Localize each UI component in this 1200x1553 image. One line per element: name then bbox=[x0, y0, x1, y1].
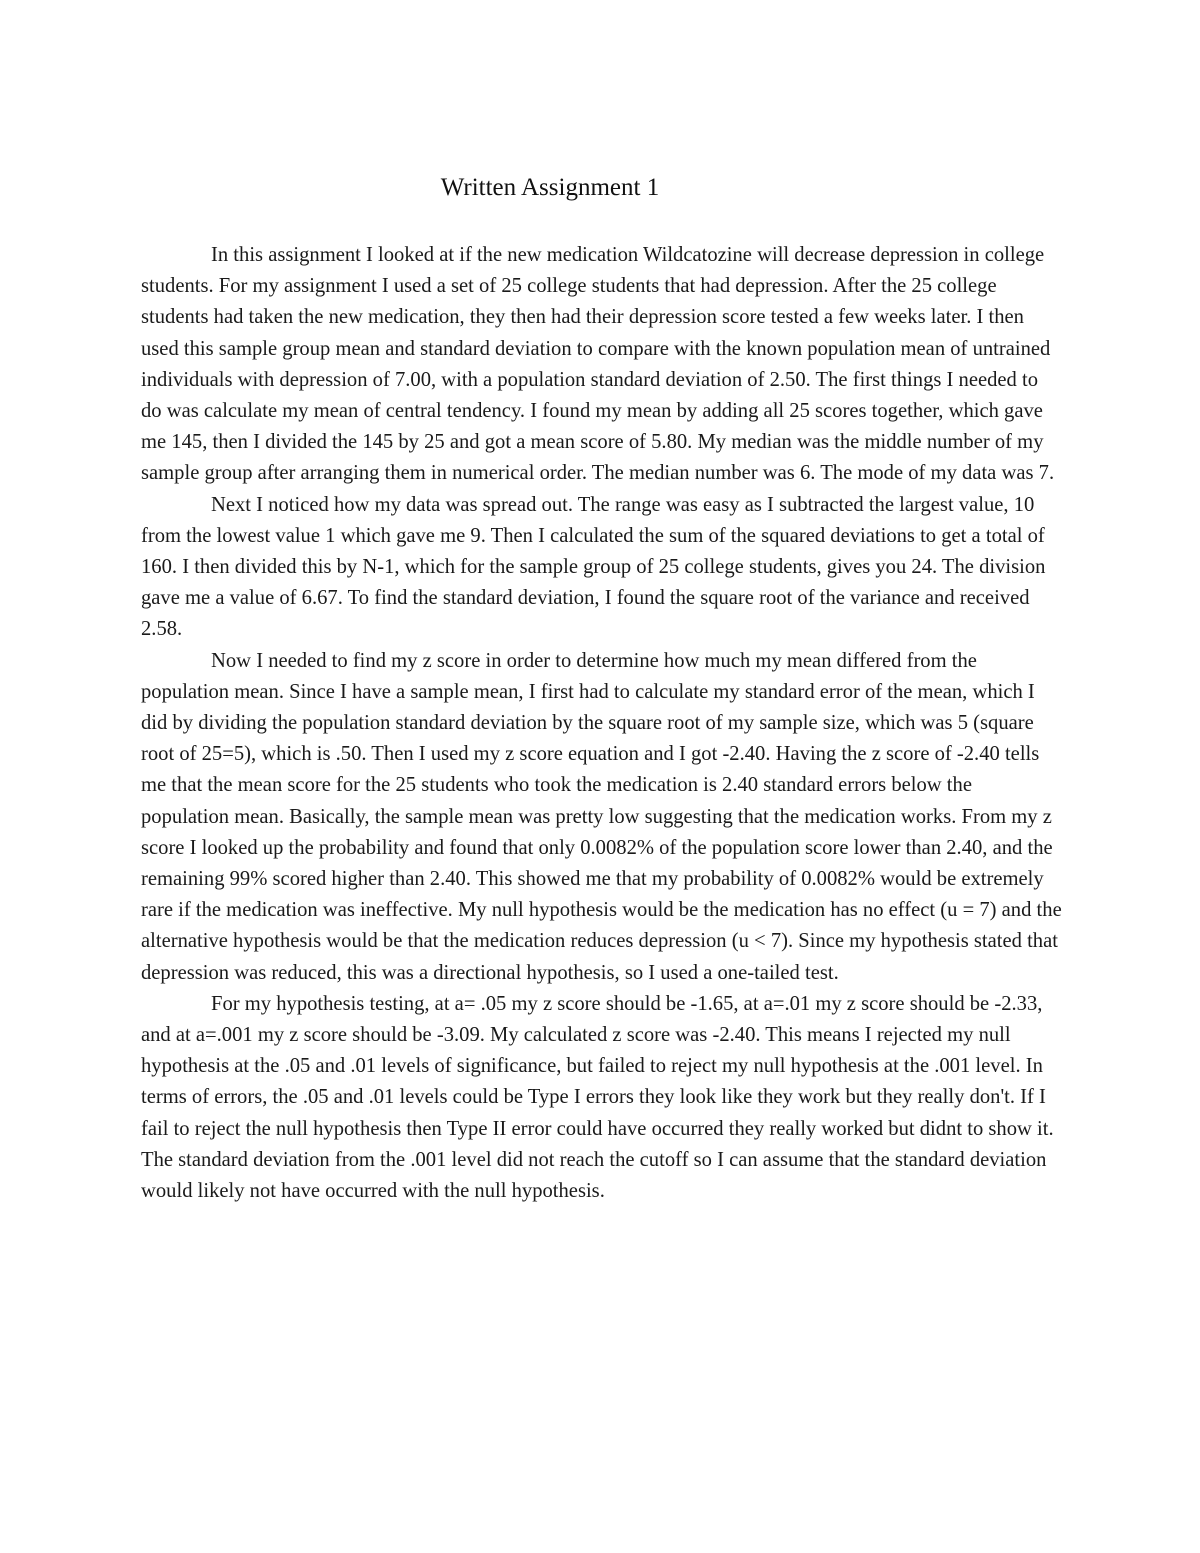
paragraph-spread: Next I noticed how my data was spread out. The range was easy as I subtracted the largest value, 10 from the lowest value 1 which gave me 9. Then I calculated the sum of the squared deviations to get a total of 160. I then divided this by N-1, which for the sample group of 25 college students, gives you 24. The division gave me a value of 6.67. To find the standard deviation, I found the square root of the variance and received 2.58. bbox=[141, 493, 1046, 641]
document-body bbox=[141, 240, 1063, 1207]
paragraph-intro: In this assignment I looked at if the new medication Wildcatozine will decrease depression in college students. For my assignment I used a set of 25 college students that had depression. After the 25 college students had taken the new medication, they then had their depression score tested a few weeks later. I then used this sample group mean and standard deviation to compare with the known population mean of untrained individuals with depression of 7.00, with a population standard deviation of 2.50. The first things I needed to do was calculate my mean of central tendency. I found my mean by adding all 25 scores together, which gave me 145, then I divided the 145 by 25 and got a mean score of 5.80. My median was the middle number of my sample group after arranging them in numerical order. The median number was 6. The mode of my data was 7. bbox=[141, 244, 1055, 485]
paragraph-z-score: Now I needed to find my z score in order to determine how much my mean differed from the population mean. Since I have a sample mean, I first had to calculate my standard error of the mean, which I did by dividing the population standard deviation by the square root of my sample size, which was 5 (square root of 25=5), which is .50. Then I used my z score equation and I got -2.40. Having the z score of -2.40 tells me that the mean score for the 25 students who took the medication is 2.40 standard errors below the population mean. Basically, the sample mean was pretty low suggesting that the medication works. From my z score I looked up the probability and found that only 0.0082% of the population score lower than 2.40, and the remaining 99% scored higher than 2.40. This showed me that my probability of 0.0082% would be extremely rare if the medication was ineffective. My null hypothesis would be the medication has no effect (u = 7) and the alternative hypothesis would be that the medication reduces depression (u < 7). Since my hypothesis stated that depression was reduced, this was a directional hypothesis, so I used a one-tailed test. bbox=[141, 649, 1062, 984]
paragraph-hypothesis-testing: For my hypothesis testing, at a= .05 my z score should be -1.65, at a=.01 my z score should be -2.33, and at a=.001 my z score should be -3.09. My calculated z score was -2.40. This means I rejected my null hypothesis at the .05 and .01 levels of significance, but failed to reject my null hypothesis at the .001 level. In terms of errors, the .05 and .01 levels could be Type I errors they look like they work but they really don't. If I fail to reject the null hypothesis then Type II error could have occurred they really worked but didnt to show it. The standard deviation from the .001 level did not reach the cutoff so I can assume that the standard deviation would likely not have occurred with the null hypothesis. bbox=[141, 992, 1054, 1203]
document-title: Written Assignment 1 bbox=[440, 174, 660, 201]
